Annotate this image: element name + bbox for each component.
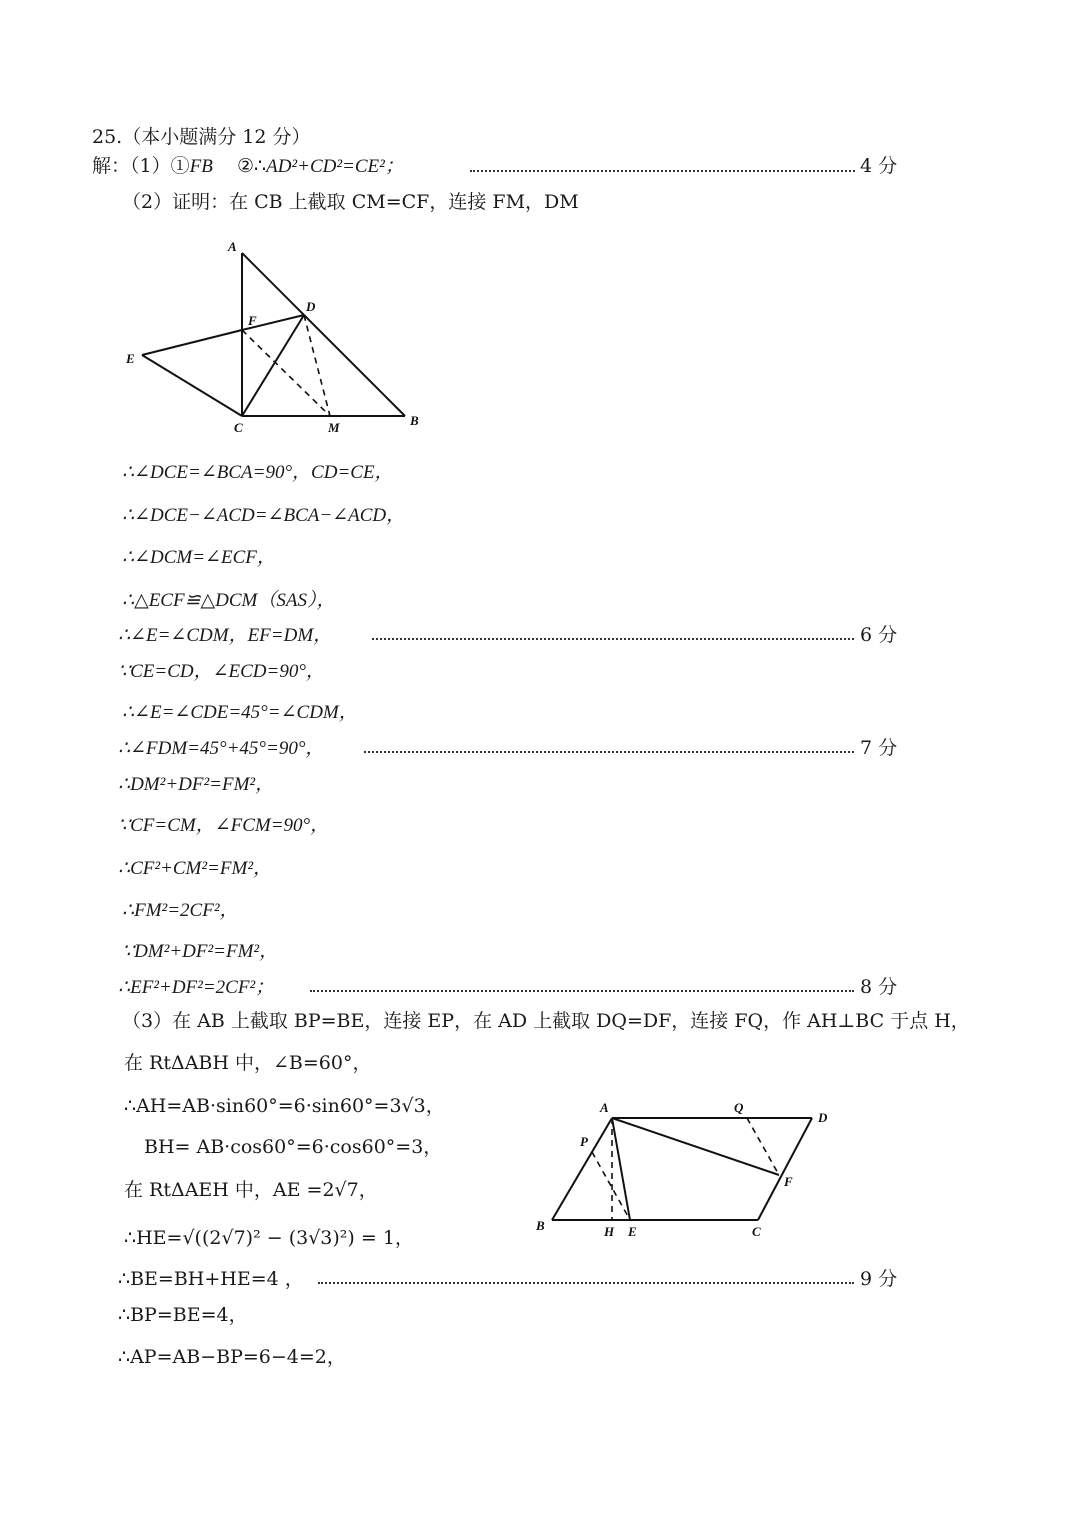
step-5: ∴∠E=∠CDM，EF=DM， xyxy=(118,625,333,646)
step-7: ∴∠E=∠CDE=45°=∠CDM， xyxy=(122,702,358,723)
score-leader-9 xyxy=(318,1282,854,1284)
fig2-label-c: C xyxy=(752,1224,761,1239)
step-1: ∴∠DCE=∠BCA=90°，CD=CE， xyxy=(122,462,394,483)
fig2-label-b: B xyxy=(536,1218,545,1233)
score-leader-8 xyxy=(310,990,854,992)
part3-line-8: ∴AP=AB−BP=6−4=2， xyxy=(118,1346,346,1368)
part1-ans2-prefix: ②∴ xyxy=(236,155,267,177)
fig1-label-a: A xyxy=(228,239,237,254)
part1-prefix: 解：（1）① xyxy=(92,155,190,177)
score-8: 8 分 xyxy=(860,976,898,998)
score-leader-4 xyxy=(470,170,855,172)
step-4: ∴△ECF≌△DCM（SAS）， xyxy=(122,590,336,611)
problem-title: 25.（本小题满分 12 分） xyxy=(92,126,311,148)
score-7: 7 分 xyxy=(860,737,898,759)
part3-line-5: ∴HE=√((2√7)² − (3√3)²) = 1， xyxy=(124,1227,414,1249)
step-8: ∴∠FDM=45°+45°=90°， xyxy=(118,738,325,759)
step-2: ∴∠DCE−∠ACD=∠BCA−∠ACD， xyxy=(122,505,406,526)
fig1-label-f: F xyxy=(248,313,257,328)
part1-ans2-expr: AD²+CD²=CE²； xyxy=(266,156,404,177)
fig1-label-m: M xyxy=(328,420,340,435)
step-13: ∵DM²+DF²=FM²， xyxy=(122,941,279,962)
figure-2-parallelogram xyxy=(530,1098,850,1243)
score-leader-7 xyxy=(364,751,854,753)
step-6: ∵CE=CD，∠ECD=90°， xyxy=(118,661,325,682)
part1-answer xyxy=(92,157,404,176)
fig2-label-q: Q xyxy=(734,1100,744,1115)
score-leader-6 xyxy=(372,638,854,640)
fig1-label-d: D xyxy=(306,299,316,314)
fig1-label-b: B xyxy=(410,413,419,428)
score-4: 4 分 xyxy=(860,155,898,177)
part3-line-1: 在 RtΔABH 中，∠B=60°， xyxy=(124,1052,372,1074)
fig2-label-p: P xyxy=(580,1134,588,1149)
fig2-label-h: H xyxy=(604,1224,615,1239)
fig2-label-d: D xyxy=(818,1110,828,1125)
part3-line-4: 在 RtΔAEH 中，AE =2√7， xyxy=(124,1179,378,1201)
part3-intro: （3）在 AB 上截取 BP=BE，连接 EP，在 AD 上截取 DQ=DF，连接 FQ，作 AH⊥BC 于点 H， xyxy=(122,1010,970,1032)
part3-line-6: ∴BE=BH+HE=4 ， xyxy=(118,1268,304,1290)
score-6: 6 分 xyxy=(860,624,898,646)
part1-ans1: FB xyxy=(189,156,213,177)
part3-line-2: ∴AH=AB·sin60°=6·sin60°=3√3， xyxy=(124,1095,445,1117)
step-14: ∴EF²+DF²=2CF²； xyxy=(118,977,275,998)
fig2-label-f: F xyxy=(784,1174,793,1189)
figure-1-triangle xyxy=(120,235,440,445)
part3-line-7: ∴BP=BE=4， xyxy=(118,1304,248,1326)
fig2-label-a: A xyxy=(600,1100,609,1115)
step-11: ∴CF²+CM²=FM²， xyxy=(118,858,273,879)
step-10: ∵CF=CM，∠FCM=90°， xyxy=(118,815,330,836)
fig2-label-e: E xyxy=(628,1224,637,1239)
step-12: ∴FM²=2CF²， xyxy=(122,900,239,921)
fig1-label-e: E xyxy=(126,351,135,366)
fig1-label-c: C xyxy=(234,420,243,435)
part3-line-3: BH= AB·cos60°=6·cos60°=3， xyxy=(144,1136,443,1158)
score-9: 9 分 xyxy=(860,1268,898,1290)
step-9: ∴DM²+DF²=FM²， xyxy=(118,774,275,795)
part2-intro: （2）证明：在 CB 上截取 CM=CF，连接 FM，DM xyxy=(122,191,579,213)
step-3: ∴∠DCM=∠ECF， xyxy=(122,547,276,568)
